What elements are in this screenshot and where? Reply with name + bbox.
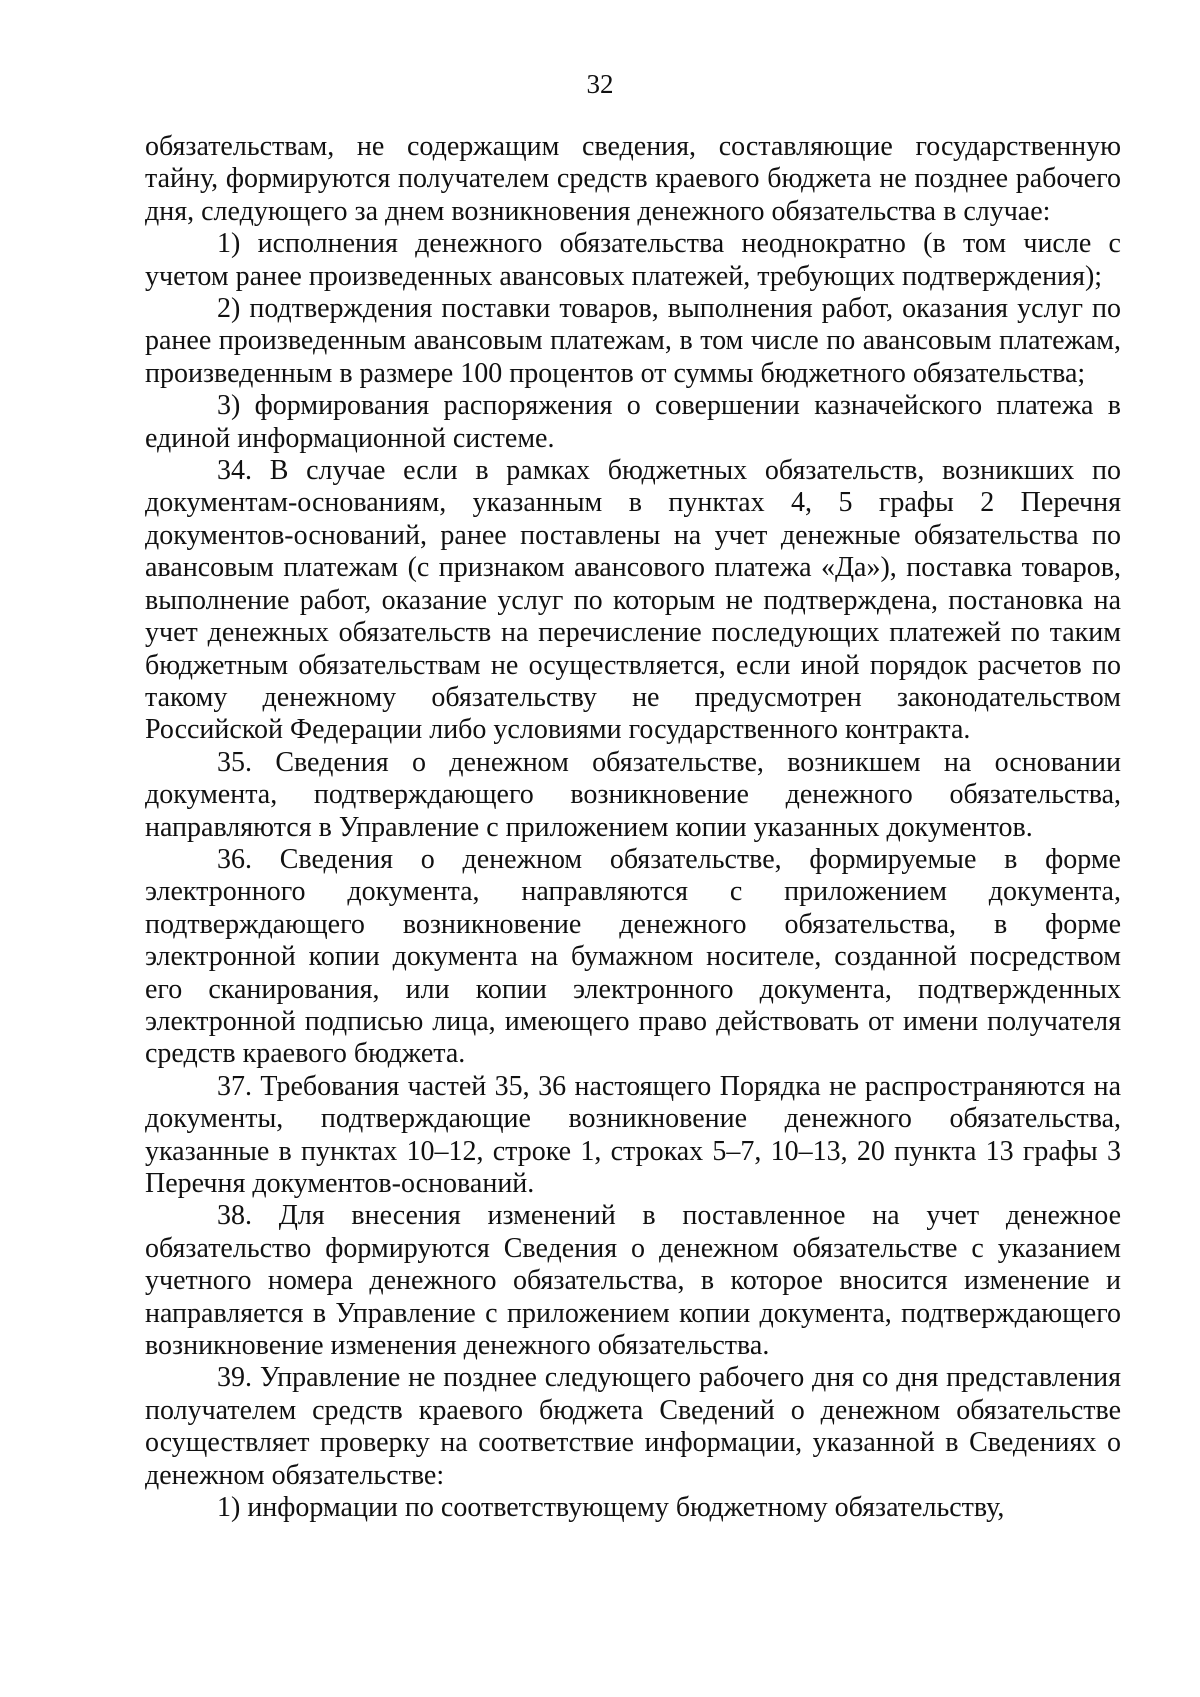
- paragraph-35: 35. Сведения о денежном обязательстве, возникшем на основании документа, подтверждающего возникновение денежного обязательства, направляются в Управление с приложением копии указанных документов.: [145, 746, 1121, 843]
- paragraph-36: 36. Сведения о денежном обязательстве, формируемые в форме электронного документа, направляются с приложением документа, подтверждающего возникновение денежного обязательства, в форме электронной копии документа на бумажном носителе, созданной посредством его сканирования, или копии электронного документа, подтвержденных электронной подписью лица, имеющего право действовать от имени получателя средств краевого бюджета.: [145, 843, 1121, 1070]
- paragraph-38: 38. Для внесения изменений в поставленное на учет денежное обязательство формируются Сведения о денежном обязательстве с указанием учетного номера денежного обязательства, в которое вносится изменение и направляется в Управление с приложением копии документа, подтверждающего возникновение изменения денежного обязательства.: [145, 1200, 1121, 1362]
- paragraph-37: 37. Требования частей 35, 36 настоящего Порядка не распространяются на документы, подтверждающие возникновение денежного обязательства, указанные в пунктах 10–12, строке 1, строках 5–7, 10–13, 20 пункта 13 графы 3 Перечня документов-оснований.: [145, 1070, 1121, 1199]
- paragraph-39: 39. Управление не позднее следующего рабочего дня со дня представления получателем средств краевого бюджета Сведений о денежном обязательстве осуществляет проверку на соответствие информации, указанной в Сведениях о денежном обязательстве:: [145, 1362, 1121, 1491]
- paragraph-item-1: 1) исполнения денежного обязательства неоднократно (в том числе с учетом ранее произведенных авансовых платежей, требующих подтверждения);: [145, 228, 1121, 292]
- paragraph-item-2: 2) подтверждения поставки товаров, выполнения работ, оказания услуг по ранее произведенным авансовым платежам, в том числе по авансовым платежам, произведенным в размере 100 процентов от суммы бюджетного обязательства;: [145, 293, 1121, 389]
- paragraph-item-3: 3) формирования распоряжения о совершении казначейского платежа в единой информационной системе.: [145, 390, 1121, 454]
- document-body: [145, 131, 1121, 1524]
- page-number: 32: [586, 69, 614, 99]
- paragraph-continuation: обязательствам, не содержащим сведения, составляющие государственную тайну, формируются получателем средств краевого бюджета не позднее рабочего дня, следующего за днем возникновения денежного обязательства в случае:: [145, 131, 1121, 227]
- paragraph-39-item-1: 1) информации по соответствующему бюджетному обязательству,: [217, 1492, 1005, 1524]
- paragraph-34: 34. В случае если в рамках бюджетных обязательств, возникших по документам-основаниям, указанным в пунктах 4, 5 графы 2 Перечня документов-оснований, ранее поставлены на учет денежные обязательства по авансовым платежам (с признаком авансового платежа «Да»), поставка товаров, выполнение работ, оказание услуг по которым не подтверждена, постановка на учет денежных обязательств на перечисление последующих платежей по таким бюджетным обязательствам не осуществляется, если иной порядок расчетов по такому денежному обязательству не предусмотрен законодательством Российской Федерации либо условиями государственного контракта.: [145, 455, 1121, 746]
